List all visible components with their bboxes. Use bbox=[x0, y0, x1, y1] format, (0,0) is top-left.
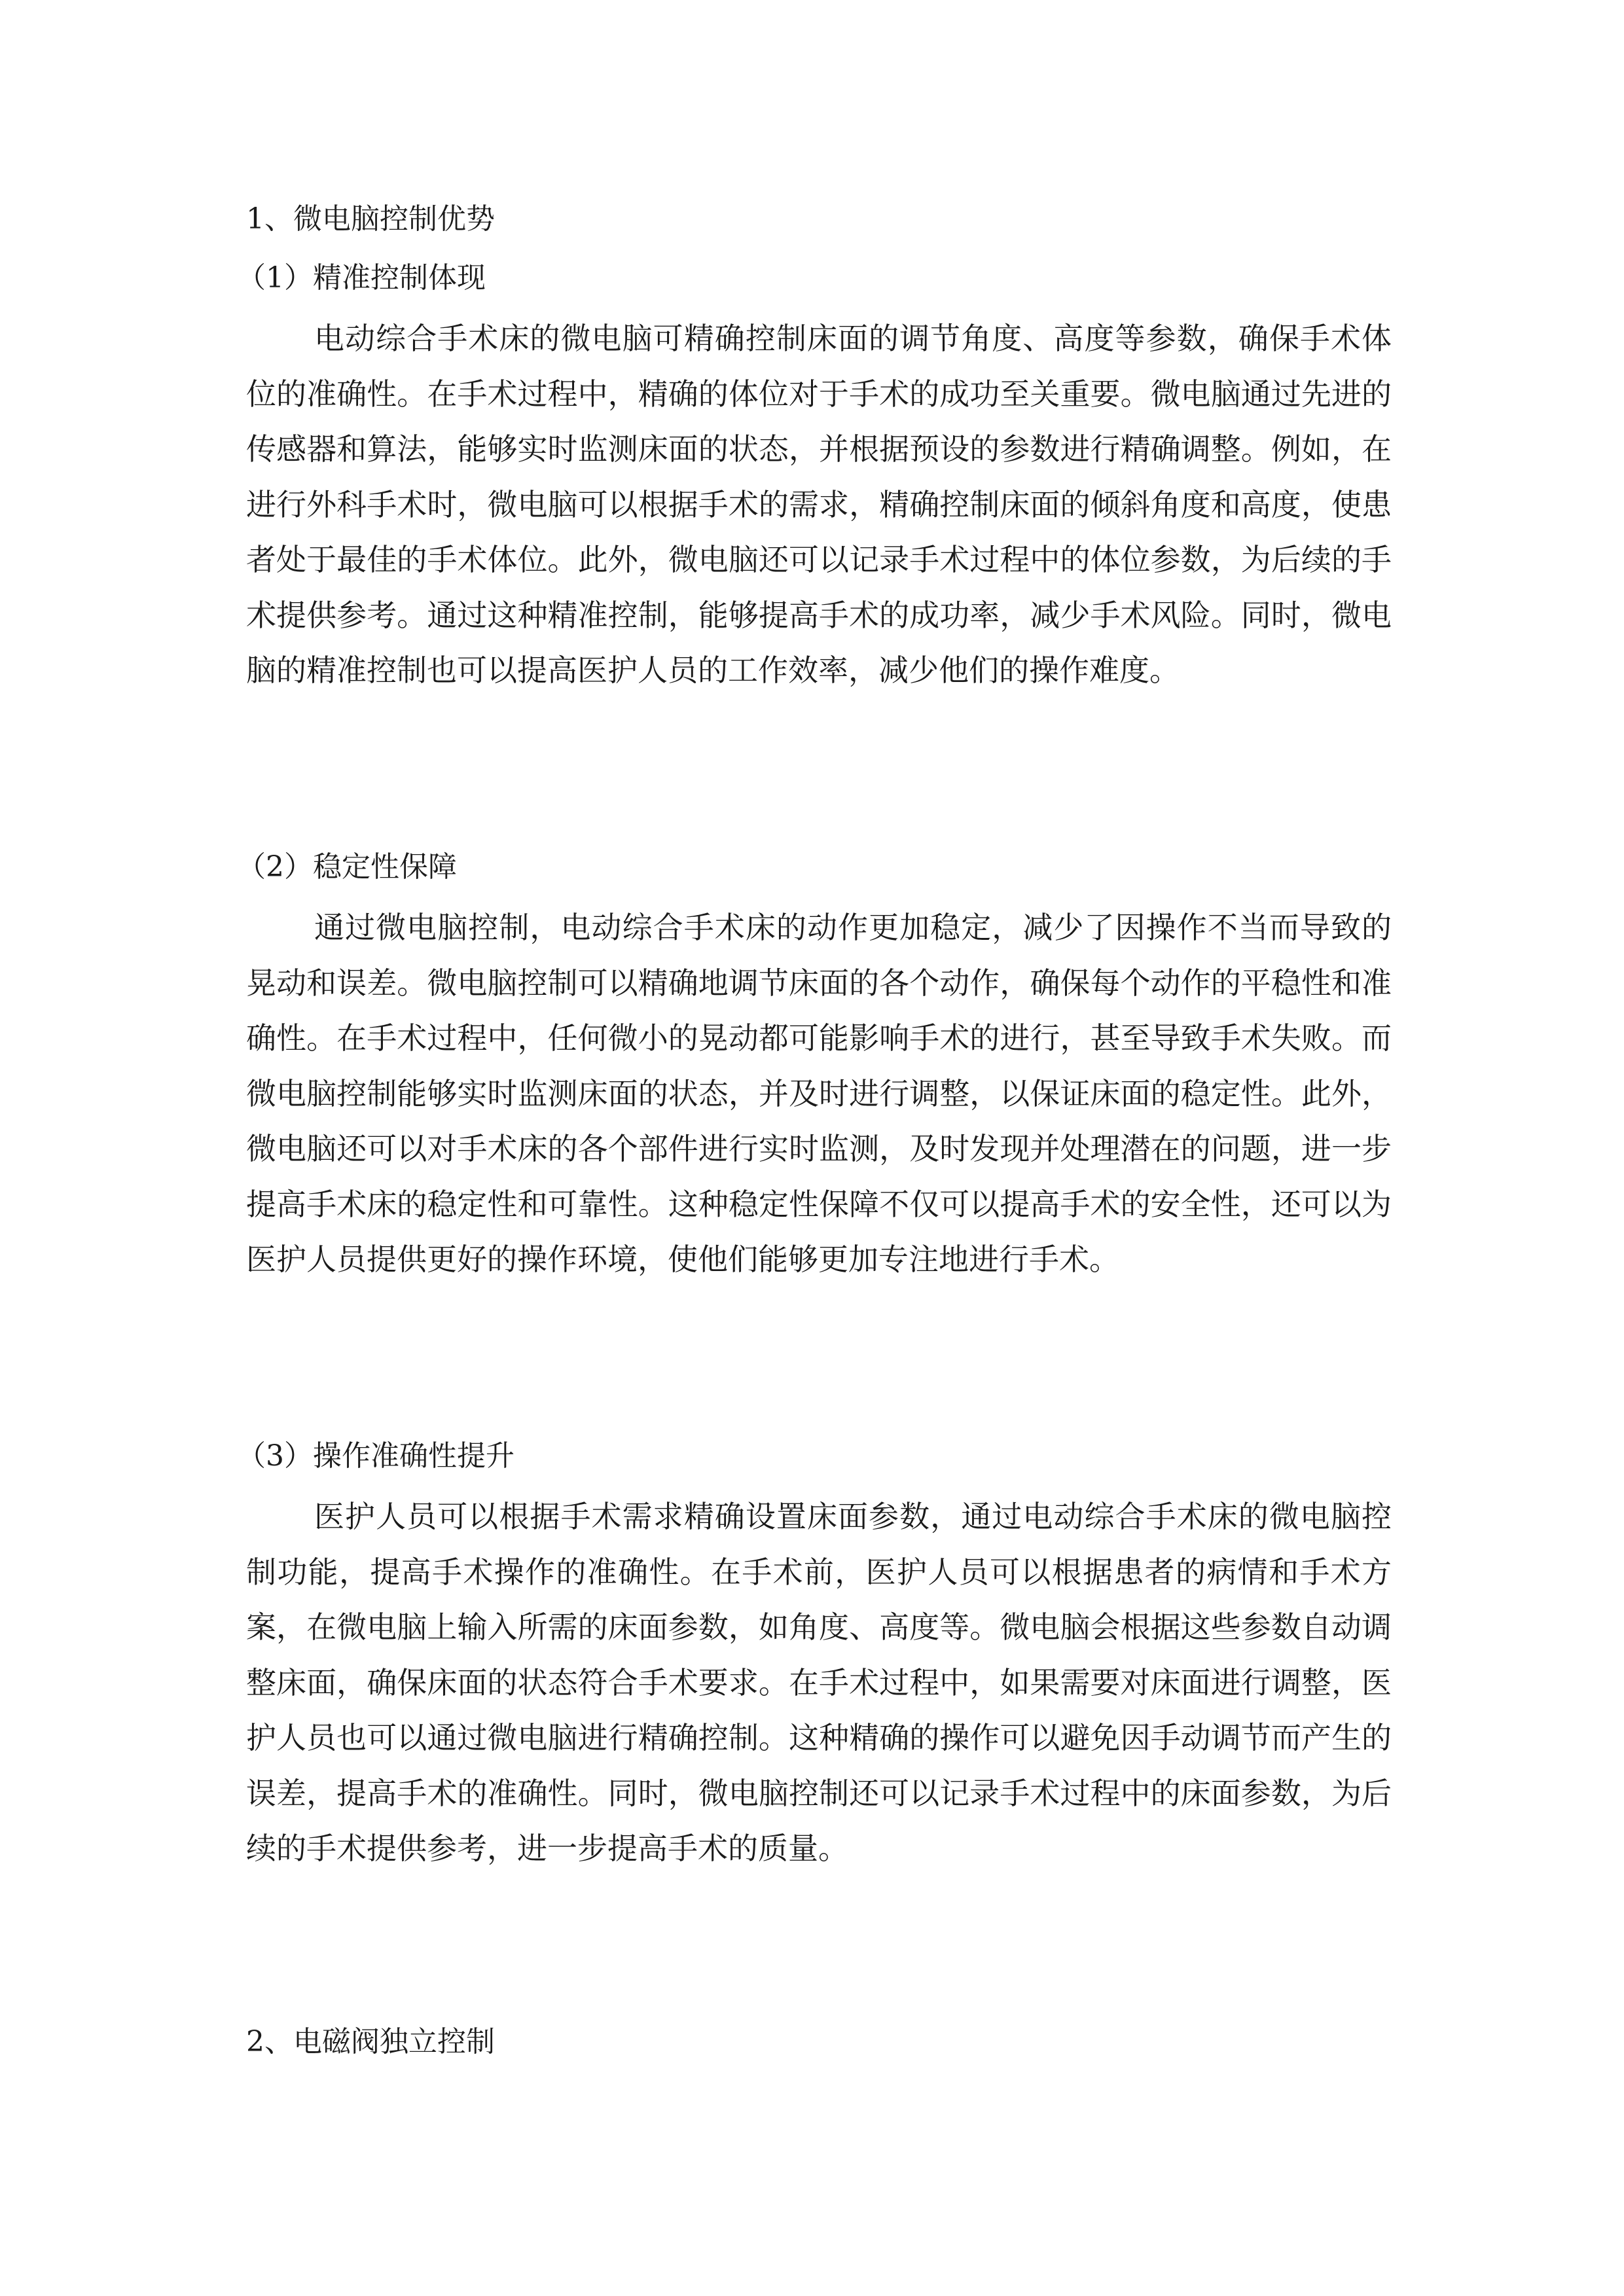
paragraph-stability: 通过微电脑控制，电动综合手术床的动作更加稳定，减少了因操作不当而导致的晃动和误差。微电脑控制可以精确地调节床面的各个动作，确保每个动作的平稳性和准确性。在手术过程中，任何微小的晃动都可能影响手术的进行，甚至导致手术失败。而微电脑控制能够实时监测床面的状态，并及时进行调整，以保证床面的稳定性。此外，微电脑还可以对手术床的各个部件进行实时监测，及时发现并处理潜在的问题，进一步提高手术床的稳定性和可靠性。这种稳定性保障不仅可以提高手术的安全性，还可以为医护人员提供更好的操作环境，使他们能够更加专注地进行手术。 bbox=[246, 910, 1392, 1277]
subsection-title-3: （3）操作准确性提升 bbox=[237, 1439, 514, 1473]
section-heading-1: 1、微电脑控制优势 bbox=[246, 202, 495, 236]
subsection-title-2: （2）稳定性保障 bbox=[237, 850, 457, 884]
subsection-title-1: （1）精准控制体现 bbox=[237, 261, 486, 295]
paragraph-precise-control: 电动综合手术床的微电脑可精确控制床面的调节角度、高度等参数，确保手术体位的准确性。在手术过程中，精确的体位对于手术的成功至关重要。微电脑通过先进的传感器和算法，能够实时监测床面的状态，并根据预设的参数进行精确调整。例如，在进行外科手术时，微电脑可以根据手术的需求，精确控制床面的倾斜角度和高度，使患者处于最佳的手术体位。此外，微电脑还可以记录手术过程中的体位参数，为后续的手术提供参考。通过这种精准控制，能够提高手术的成功率，减少手术风险。同时，微电脑的精准控制也可以提高医护人员的工作效率，减少他们的操作难度。 bbox=[246, 321, 1392, 688]
section-heading-2: 2、电磁阀独立控制 bbox=[246, 2025, 495, 2058]
paragraph-operation-accuracy: 医护人员可以根据手术需求精确设置床面参数，通过电动综合手术床的微电脑控制功能，提高手术操作的准确性。在手术前，医护人员可以根据患者的病情和手术方案，在微电脑上输入所需的床面参数，如角度、高度等。微电脑会根据这些参数自动调整床面，确保床面的状态符合手术要求。在手术过程中，如果需要对床面进行调整，医护人员也可以通过微电脑进行精确控制。这种精确的操作可以避免因手动调节而产生的误差，提高手术的准确性。同时，微电脑控制还可以记录手术过程中的床面参数，为后续的手术提供参考，进一步提高手术的质量。 bbox=[246, 1499, 1392, 1866]
